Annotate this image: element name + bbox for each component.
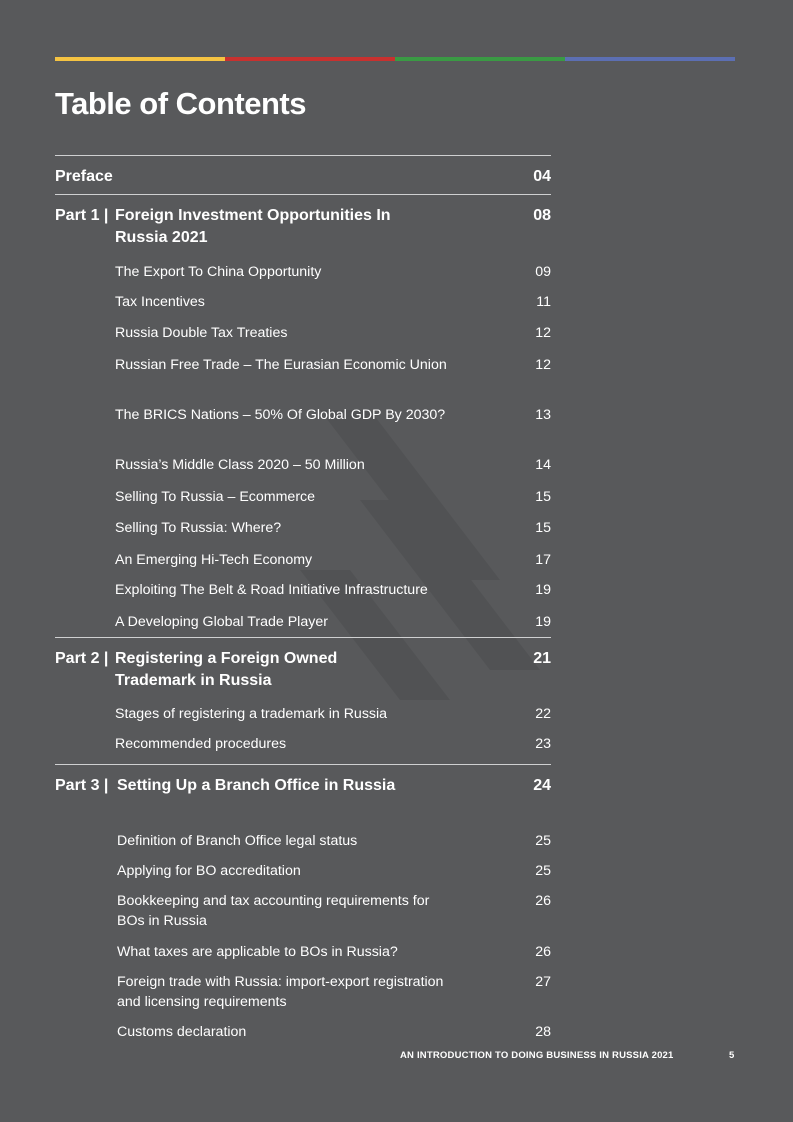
toc-item-label: Russia’s Middle Class 2020 – 50 Million	[115, 457, 365, 473]
toc-item-page: 17	[535, 552, 551, 568]
color-bar	[55, 57, 735, 61]
toc-item-page: 26	[535, 944, 551, 960]
divider	[55, 637, 551, 638]
toc-item-label: Selling To Russia – Ecommerce	[115, 489, 316, 505]
toc-item-label: Exploiting The Belt & Road Initiative Infrastructure	[115, 582, 428, 598]
part-1-title: Foreign Investment Opportunities In Russia 2021	[115, 207, 391, 246]
toc-item-label: The BRICS Nations – 50% Of Global GDP By 2030?	[115, 407, 446, 423]
color-bar-yellow	[55, 57, 225, 61]
divider	[55, 155, 551, 156]
part-1-number: Part 1 |	[55, 207, 109, 224]
color-bar-red	[225, 57, 395, 61]
toc-item-label: Applying for BO accreditation	[117, 863, 301, 879]
toc-item-page: 23	[535, 736, 551, 752]
toc-item-page: 27	[535, 974, 551, 990]
toc-item-page: 12	[535, 357, 551, 373]
preface-label: Preface	[55, 168, 113, 185]
toc-item-label: Bookkeeping and tax accounting requirements for BOs in Russia	[117, 893, 430, 929]
toc-item-page: 19	[535, 614, 551, 630]
part-1-page: 08	[533, 207, 551, 224]
toc-item-label: The Export To China Opportunity	[115, 264, 322, 280]
toc-item-label: Tax Incentives	[115, 294, 205, 310]
toc-item-label: A Developing Global Trade Player	[115, 614, 328, 630]
part-2-title: Registering a Foreign Owned Trademark in Russia	[115, 650, 338, 689]
toc-item-page: 09	[535, 264, 551, 280]
toc-item-page: 28	[535, 1024, 551, 1040]
divider	[55, 764, 551, 765]
page-title: Table of Contents	[55, 86, 306, 121]
toc-item-page: 22	[535, 706, 551, 722]
preface-page: 04	[533, 168, 551, 185]
part-2-page: 21	[533, 650, 551, 667]
color-bar-green	[395, 57, 565, 61]
part-3-page: 24	[533, 777, 551, 794]
toc-item-page: 26	[535, 893, 551, 909]
toc-item-page: 14	[535, 457, 551, 473]
toc-item-label: Selling To Russia: Where?	[115, 520, 282, 536]
toc-item-label: Customs declaration	[117, 1024, 247, 1040]
toc-item-page: 25	[535, 833, 551, 849]
toc-item-label: Russia Double Tax Treaties	[115, 325, 288, 341]
footer-title: AN INTRODUCTION TO DOING BUSINESS IN RUSSIA 2021	[400, 1050, 674, 1061]
toc-item-label: Definition of Branch Office legal status	[117, 833, 358, 849]
toc-item-label: Russian Free Trade – The Eurasian Economic Union	[115, 357, 447, 373]
footer-page-number: 5	[729, 1050, 735, 1061]
toc-item-page: 15	[535, 520, 551, 536]
part-3-number: Part 3 |	[55, 777, 109, 794]
toc-item-page: 11	[536, 294, 551, 310]
toc-item-label: An Emerging Hi-Tech Economy	[115, 552, 313, 568]
toc-item-label: Stages of registering a trademark in Russia	[115, 706, 388, 722]
color-bar-blue	[565, 57, 735, 61]
toc-item-page: 12	[535, 325, 551, 341]
toc-item-page: 19	[535, 582, 551, 598]
toc-item-label: Recommended procedures	[115, 736, 287, 752]
divider	[55, 194, 551, 195]
toc-item-label: Foreign trade with Russia: import-export registration and licensing requirements	[117, 974, 444, 1010]
toc-item-page: 15	[535, 489, 551, 505]
part-2-number: Part 2 |	[55, 650, 109, 667]
part-3-title: Setting Up a Branch Office in Russia	[117, 777, 396, 794]
toc-item-label: What taxes are applicable to BOs in Russia?	[117, 944, 398, 960]
toc-item-page: 13	[535, 407, 551, 423]
toc-item-page: 25	[535, 863, 551, 879]
